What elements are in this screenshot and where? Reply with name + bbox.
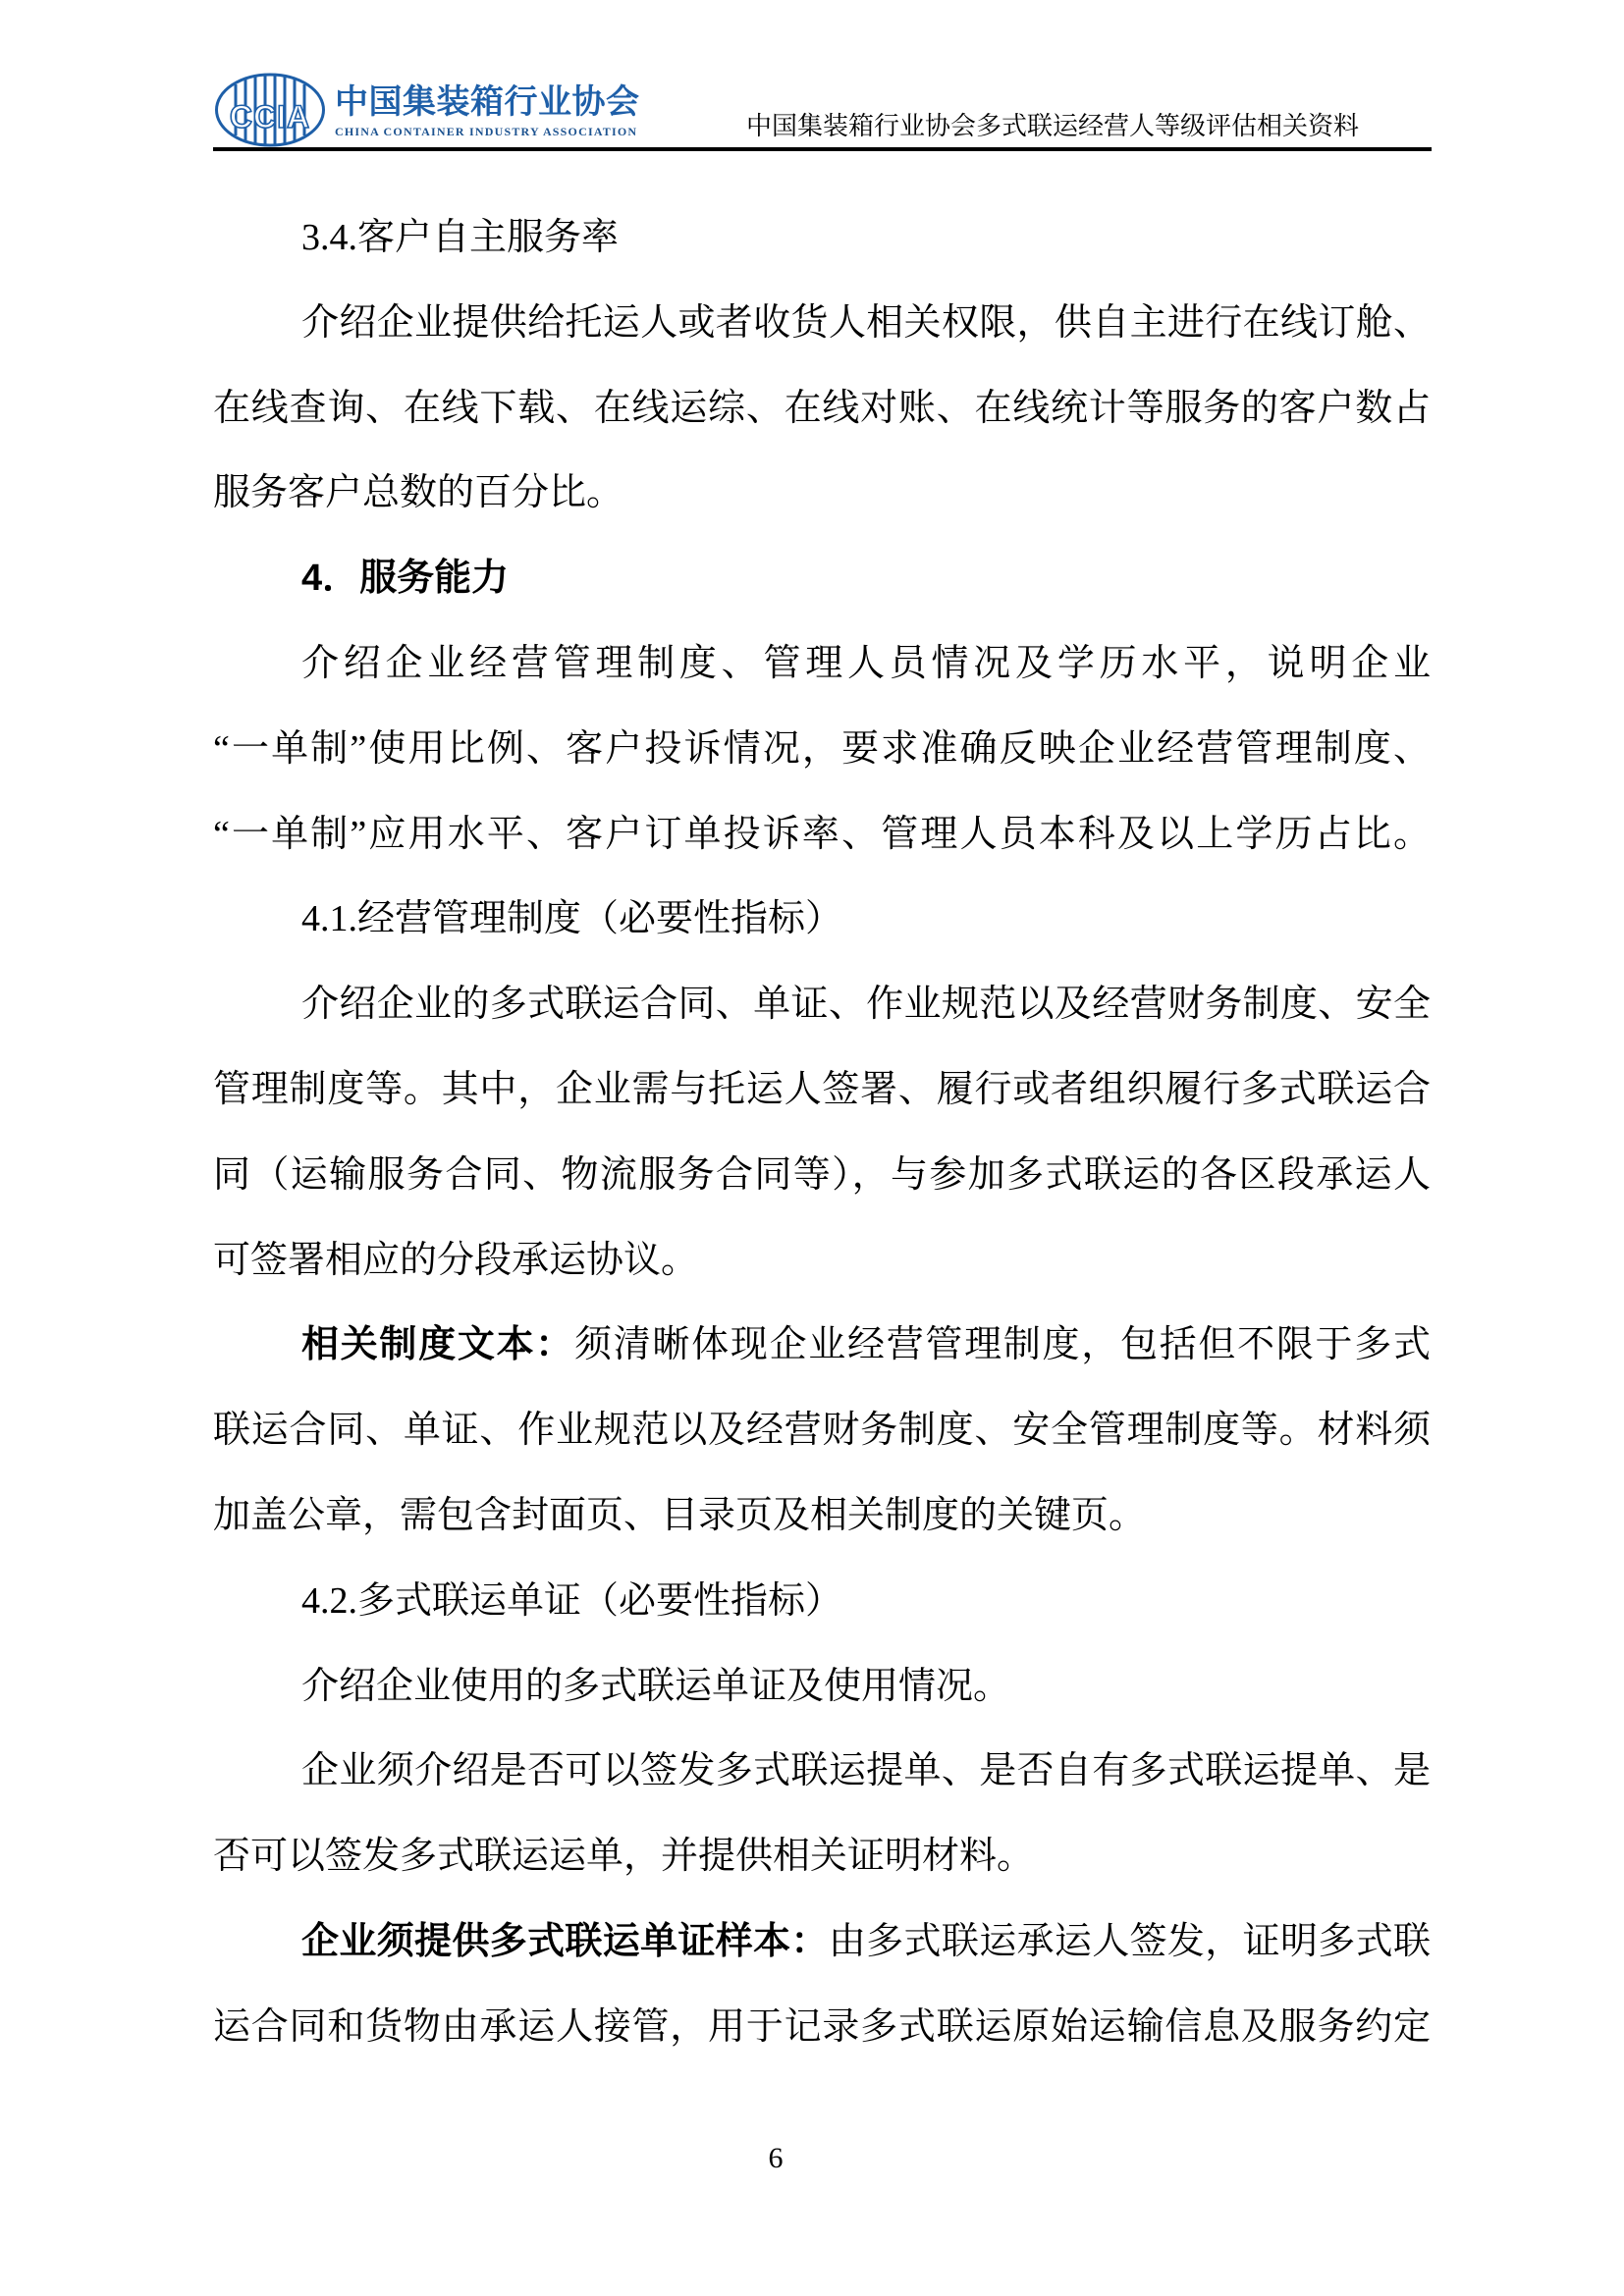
body-lines [213,195,1431,2070]
text-line: 介绍企业的多式联运合同、单证、作业规范以及经营财务制度、安全 [301,984,1431,1026]
association-name-en: CHINA CONTAINER INDUSTRY ASSOCIATION [335,125,638,138]
text-line: 运合同和货物由承运人接管，用于记录多式联运原始运输信息及服务约定 [213,2005,1431,2048]
text-line: 管理制度等。其中，企业需与托运人签署、履行或者组织履行多式联运合 [213,1068,1431,1110]
text-line: “一单制”应用水平、客户订单投诉率、管理人员本科及以上学历占比。 [213,813,1431,855]
page-number: 6 [768,2142,784,2174]
header-doc-title: 中国集装箱行业协会多式联运经营人等级评估相关资料 [746,112,1360,140]
text-line: 3.4.客户自主服务率 [301,217,620,258]
association-name-block [335,84,659,139]
text-line: 4．服务能力 [301,558,510,600]
text-line: 4.1.经营管理制度（必要性指标） [301,898,843,940]
text-line-bold-lead: 相关制度文本： [301,1324,574,1366]
text-line: “一单制”使用比例、客户投诉情况，要求准确反映企业经营管理制度、 [213,727,1431,770]
text-line: 可签署相应的分段承运协议。 [213,1239,699,1281]
text-line: 加盖公章，需包含封面页、目录页及相关制度的关键页。 [213,1494,1147,1536]
ccia-logo-icon [214,73,326,147]
text-line: 相关制度文本：须清晰体现企业经营管理制度，包括但不限于多式 [301,1324,1431,1366]
text-line: 否可以签发多式联运运单，并提供相关证明材料。 [213,1836,1035,1878]
text-line: 同（运输服务合同、物流服务合同等），与参加多式联运的各区段承运人 [213,1153,1431,1196]
text-line: 在线查询、在线下载、在线运综、在线对账、在线统计等服务的客户数占 [213,387,1431,429]
ccia-acronym: CCIA [229,99,311,134]
text-line: 企业须提供多式联运单证样本：由多式联运承运人签发，证明多式联 [301,1920,1431,1962]
text-line: 4.2.多式联运单证（必要性指标） [301,1579,843,1622]
header-divider [213,147,1432,151]
text-line: 介绍企业经营管理制度、管理人员情况及学历水平，说明企业 [301,642,1431,684]
text-line: 联运合同、单证、作业规范以及经营财务制度、安全管理制度等。材料须 [213,1410,1431,1452]
text-line: 介绍企业提供给托运人或者收货人相关权限，供自主进行在线订舱、 [301,301,1431,344]
text-line: 企业须介绍是否可以签发多式联运提单、是否自有多式联运提单、是 [301,1750,1431,1792]
association-name-cn: 中国集装箱行业协会 [335,83,640,121]
text-line: 介绍企业使用的多式联运单证及使用情况。 [301,1665,1011,1707]
text-line: 服务客户总数的百分比。 [213,472,624,514]
text-line-bold-lead: 企业须提供多式联运单证样本： [301,1920,829,1962]
